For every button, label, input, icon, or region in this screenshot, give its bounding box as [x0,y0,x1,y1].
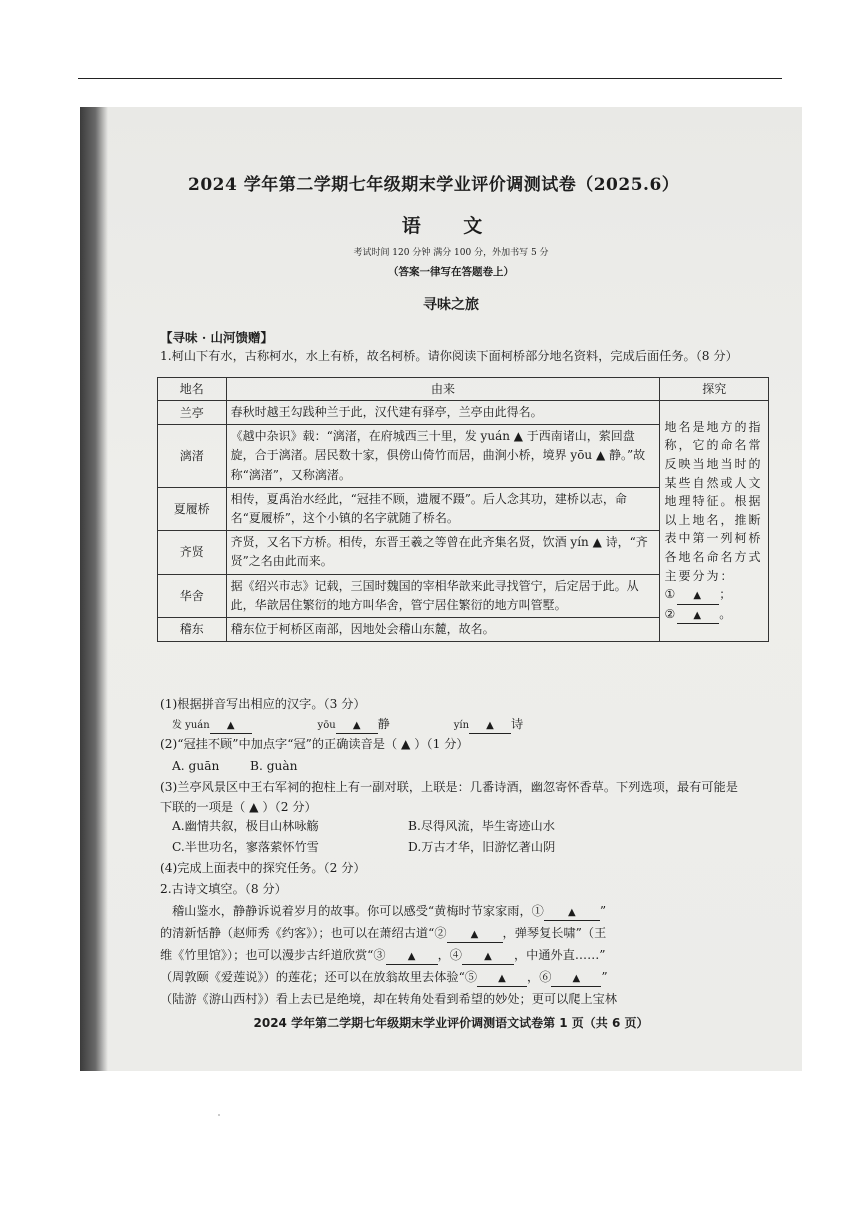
option-b: B. guàn [250,759,298,773]
page-footer: 2024 学年第二学期七年级期末学业评价调测语文试卷第 1 页（共 6 页） [253,1016,649,1030]
place-name: 华舍 [158,574,227,617]
paper-title: 2024 学年第二学期七年级期末学业评价调测试卷（2025.6） [188,175,680,195]
explore-text: 地名是地方的指称，它的命名常反映当地当时的某些自然或人文地理特征。根据以上地名，推断表中第一列柯桥各地名命名方式主要分为： [664,419,763,583]
sub-question-2: (2)“冠挂不顾”中加点字“冠”的正确读音是（ ▲ ）（1 分） [160,737,469,751]
place-name: 齐贤 [158,531,227,574]
place-name: 兰亭 [158,401,227,425]
explore-cell [660,401,769,642]
exam-sheet [120,107,782,1071]
subject-title: 语 文 [401,215,501,237]
section-heading: 【寻味 · 山河馈赠】 [160,330,274,345]
place-name-table [157,377,769,642]
place-origin: 春秋时越王勾践种兰于此，汉代建有驿亭，兰亭由此得名。 [226,401,660,425]
question-2-title: 2.古诗文填空。（8 分） [160,882,287,896]
photo-dark-edge [80,107,108,1071]
poem-line-5: （陆游《游山西村》）看上去已是绝境，却在转角处看到希望的妙处；更可以爬上宝林 [160,992,618,1006]
table-row [158,401,769,425]
header-origin: 由来 [226,378,660,401]
explore-blank-2: ② ▲ 。 [664,605,764,625]
place-name: 稽东 [158,617,227,641]
option-c: C.半世功名，寥落萦怀竹雪 [172,840,319,854]
poem-line-3: 维《竹里馆》）；也可以漫步古纤道欣赏“③ ▲ ，④ ▲ ，中通外直……” [160,946,606,965]
exam-note: （答案一律写在答题卷上） [388,266,514,278]
poem-line-1: 稽山鉴水，静静诉说着岁月的故事。你可以感受“黄梅时节家家雨，① ▲ ” [172,902,606,921]
pinyin-item: yōu ▲ 静 [318,717,390,731]
place-origin: 据《绍兴市志》记载，三国时魏国的宰相华歆来此寻找管宁，后定居于此。从此，华歆居住繁衍的地方叫华舍，管宁居住繁衍的地方叫管墅。 [226,574,660,617]
sub-question-4: (4)完成上面表中的探究任务。（2 分） [160,861,366,875]
table-header-row [158,378,769,401]
pinyin-item: yín ▲ 诗 [454,717,523,731]
place-name: 漓渚 [158,425,227,488]
option-a: A.幽情共叙，极目山林咏觞 [172,819,319,833]
theme-title: 寻味之旅 [423,297,479,313]
option-a: A. guān [172,759,220,773]
place-origin: 稽东位于柯桥区南部，因地处会稽山东麓，故名。 [226,617,660,641]
option-b: B.尽得风流，毕生寄迹山水 [408,819,555,833]
stray-dot [218,1114,220,1116]
place-name: 夏履桥 [158,487,227,530]
header-rule [78,78,782,79]
option-d: D.万古才华，旧游忆著山阴 [408,840,556,854]
place-origin: 相传，夏禹治水经此，“冠挂不顾，遗履不蹑”。后人念其功，建桥以志，命名“夏履桥”，这个小镇的名字就随了桥名。 [226,487,660,530]
poem-line-4: （周敦颐《爱莲说》）的莲花；还可以在放翁故里去体验“⑤ ▲ ，⑥ ▲ ” [160,968,608,987]
place-origin: 齐贤，又名下方桥。相传，东晋王羲之等曾在此齐集名贤，饮酒 yín ▲ 诗，“齐贤”之名由此而来。 [226,531,660,574]
pinyin-item: 发 yuán ▲ [172,717,252,731]
place-origin: 《越中杂识》载：“漓渚，在府城西三十里，发 yuán ▲ 于西南诸山，萦回盘旋，合于漓渚。居民数十家，俱傍山倚竹而居，曲涧小桥，境界 yōu ▲ 静。”故称“漓渚”，又称漓渚。 [226,425,660,488]
pinyin-row [172,715,523,734]
question-1-intro: 1.柯山下有水，古称柯水，水上有桥，故名柯桥。请你阅读下面柯桥部分地名资料，完成后面任务。（8 分） [160,349,738,363]
header-explore: 探究 [660,378,769,401]
scanned-page-photo [80,107,802,1071]
explore-blank-1: ① ▲ ； [664,585,764,605]
sub-question-1: (1)根据拼音写出相应的汉字。（3 分） [160,697,366,711]
poem-line-2: 的清新恬静（赵师秀《约客》）；也可以在萧绍古道“② ▲ ，弹琴复长啸”（王 [160,924,606,943]
exam-info: 考试时间 120 分钟 满分 100 分，外加书写 5 分 [353,248,549,258]
header-name: 地名 [158,378,227,401]
sub-question-3: (3)兰亭风景区中王右军祠的抱柱上有一副对联，上联是：几番诗酒，幽忽寄怀香草。下列选项，最有可能是下联的一项是（ ▲ ）（2 分） [160,780,738,815]
